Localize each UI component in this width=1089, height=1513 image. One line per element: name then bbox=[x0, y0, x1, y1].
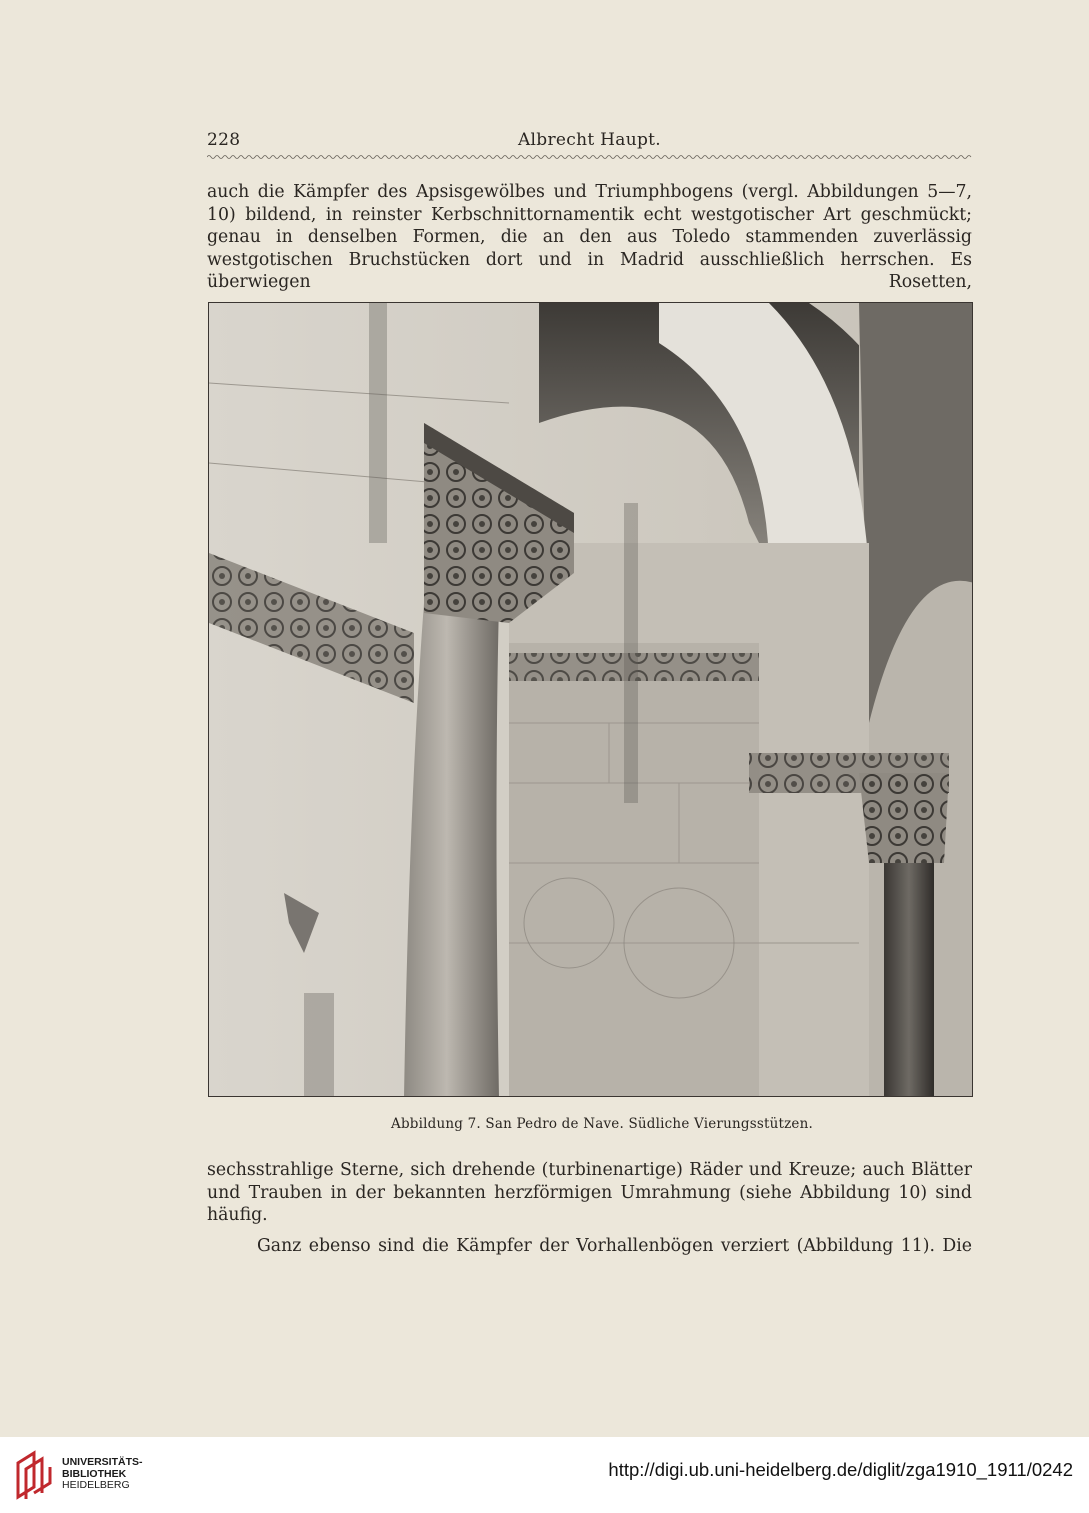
permalink-url[interactable]: http://digi.ub.uni-heidelberg.de/diglit/zga1910_1911/0242 bbox=[608, 1459, 1073, 1480]
running-head: Albrecht Haupt. bbox=[517, 130, 661, 150]
figure-caption: Abbildung 7. San Pedro de Nave. Südliche Vierungsstützen. bbox=[391, 1116, 813, 1132]
photo-illustration bbox=[209, 303, 973, 1097]
header-wavy-rule bbox=[207, 154, 972, 160]
paragraph-middle: sechsstrahlige Sterne, sich drehende (turbinenartige) Räder und Kreuze; auch Blätter und Trauben in der bekannten herzförmigen Umrahmung (siehe Abbildung 10) sind häufig. bbox=[207, 1160, 972, 1226]
paragraph-bottom: Ganz ebenso sind die Kämpfer der Vorhallenbögen verziert (Abbildung 11). Die bbox=[257, 1236, 972, 1256]
logo-line-1: UNIVERSITÄTS- bbox=[62, 1456, 143, 1468]
logo-line-2: BIBLIOTHEK bbox=[62, 1467, 127, 1480]
digitization-footer bbox=[0, 1437, 1089, 1513]
library-logo-text bbox=[62, 1457, 143, 1492]
logo-line-3: HEIDELBERG bbox=[62, 1479, 130, 1491]
figure-photograph bbox=[208, 302, 973, 1097]
page-header bbox=[207, 128, 972, 154]
page-number: 228 bbox=[207, 130, 241, 150]
paragraph-top: auch die Kämpfer des Apsisgewölbes und Triumphbogens (vergl. Abbildungen 5—7, 10) bildend, in reinster Kerbschnittornamentik echt westgotischer Art geschmückt; genau in denselben Formen, die an den aus Toledo stammenden zuverlässig westgotischen Bruchstücken dort und in Madrid ausschließlich herrschen. Es überwiegen Rosetten, bbox=[207, 182, 972, 293]
library-logo-icon bbox=[12, 1449, 52, 1501]
